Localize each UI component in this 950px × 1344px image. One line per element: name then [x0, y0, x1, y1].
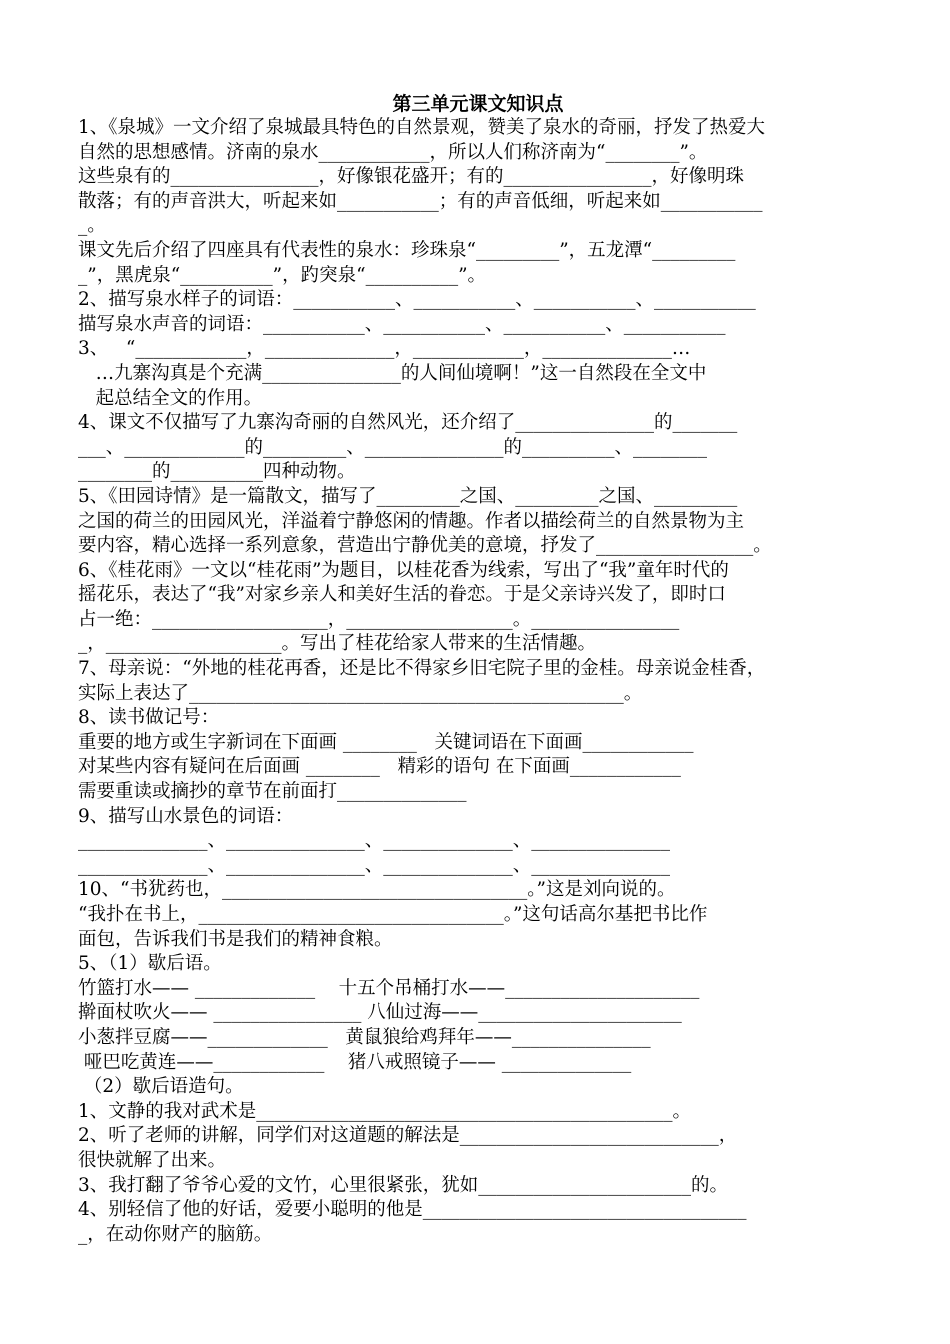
text-line: ___、_____________的_________、_______________的__________、________: [78, 436, 708, 458]
text-line: 擀面杖吹火—— ________________ 八仙过海——______________________: [78, 1002, 682, 1024]
text-line: 摇花乐，表达了“我”对家乡亲人和美好生活的眷恋。于是父亲诗兴发了，即时口: [78, 584, 726, 606]
text-line: 重要的地方或生字新词在下面画 ________ 关键词语在下面画____________: [78, 731, 694, 753]
page-title: 第三单元课文知识点: [392, 93, 564, 115]
text-line: 8、读书做记号：: [78, 707, 220, 729]
text-line: 5、《田园诗情》是一篇散文，描写了_________之国、_________之国、_________: [78, 485, 738, 507]
text-line: 对某些内容有疑问在后面画 ________ 精彩的语句 在下面画____________: [78, 756, 681, 778]
text-line: 课文先后介绍了四座具有代表性的泉水：珍珠泉“_________”，五龙潭“_________: [78, 239, 736, 261]
text-line: 之国的荷兰的田园风光，洋溢着宁静悠闲的情趣。作者以描绘荷兰的自然景物为主: [78, 510, 745, 532]
text-line: 面包，告诉我们书是我们的精神食粮。: [78, 928, 393, 950]
text-line: 哑巴吃黄连——____________ 猪八戒照镜子—— ______________: [78, 1051, 632, 1073]
text-line: ______________、_______________、______________、_______________: [78, 830, 671, 852]
text-line: （2）歇后语造句。: [78, 1076, 244, 1098]
text-line: _，___________________。写出了桂花给家人带来的生活情趣。: [78, 633, 597, 655]
text-line: 9、描写山水景色的词语：: [78, 805, 294, 827]
text-line: 要内容，精心选择一系列意象，营造出宁静优美的意境，抒发了_________________。: [78, 535, 772, 557]
text-line: 1、文静的我对武术是_____________________________________________。: [78, 1100, 692, 1122]
text-line: 竹篮打水—— _____________ 十五个吊桶打水——_____________________: [78, 977, 700, 999]
text-line: 很快就解了出来。: [78, 1149, 227, 1171]
text-line: “我扑在书上，_________________________________。”这句话高尔基把书比作: [78, 904, 708, 925]
text-line: 5、（1）歇后语。: [78, 953, 222, 975]
text-line: 4、别轻信了他的好话，爱要小聪明的他是___________________________________: [78, 1199, 747, 1221]
text-line: 6、《桂花雨》一文以“桂花雨”为题目，以桂花香为线索，写出了“我”童年时代的: [78, 559, 729, 581]
text-line: 这些泉有的________________，好像银花盛开；有的________________，好像明珠: [78, 166, 745, 188]
text-line: 10、“书犹药也，_________________________________。”这是刘向说的。: [78, 879, 676, 901]
text-line: 2、描写泉水样子的词语：___________、___________、___________、___________: [78, 289, 756, 311]
text-line: 4、课文不仅描写了九寨沟奇丽的自然风光，还介绍了_______________的_______: [78, 412, 738, 434]
text-line: 2、听了老师的讲解，同学们对这道题的解法是____________________________，: [78, 1125, 738, 1147]
text-line: 需要重读或摘抄的章节在前面打______________: [78, 781, 467, 803]
text-line: 起总结全文的作用。: [78, 387, 263, 409]
text-line: 自然的思想感情。济南的泉水____________，所以人们称济南为“________”。: [78, 141, 708, 163]
text-line: 7、母亲说：“外地的桂花再香，还是比不得家乡旧宅院子里的金桂。母亲说金桂香，: [78, 658, 766, 680]
text-line: 3、 “____________，______________，____________，______________…: [78, 338, 691, 360]
text-line: _。: [78, 215, 106, 237]
text-line: 散落；有的声音洪大，听起来如___________；有的声音低细，听起来如___________: [78, 190, 763, 212]
text-line: 小葱拌豆腐——_____________ 黄鼠狼给鸡拜年——_______________: [78, 1026, 651, 1048]
document-body: [78, 116, 878, 1247]
text-line: _，在动你财产的脑筋。: [78, 1223, 273, 1245]
text-line: 1、《泉城》一文介绍了泉城最具特色的自然景观，赞美了泉水的奇丽，抒发了热爱大: [78, 117, 766, 138]
text-line: ________的__________四种动物。: [78, 461, 356, 483]
text-line: 3、我打翻了爷爷心爱的文竹，心里很紧张，犹如_______________________的。: [78, 1174, 729, 1196]
document-page: [78, 92, 878, 1247]
text-line: 实际上表达了_______________________________________________。: [78, 682, 643, 704]
text-line: 占一绝：___________________，__________________。________________: [78, 608, 680, 630]
text-line: …九寨沟真是个充满_______________的人间仙境啊！”这一自然段在全文中: [78, 362, 707, 384]
text-line: _”，黑虎泉“__________”，趵突泉“__________”。: [78, 264, 487, 286]
text-line: ______________、_______________、______________、_______________: [78, 854, 671, 876]
text-line: 描写泉水声音的词语：___________、___________、___________、___________: [78, 313, 726, 335]
